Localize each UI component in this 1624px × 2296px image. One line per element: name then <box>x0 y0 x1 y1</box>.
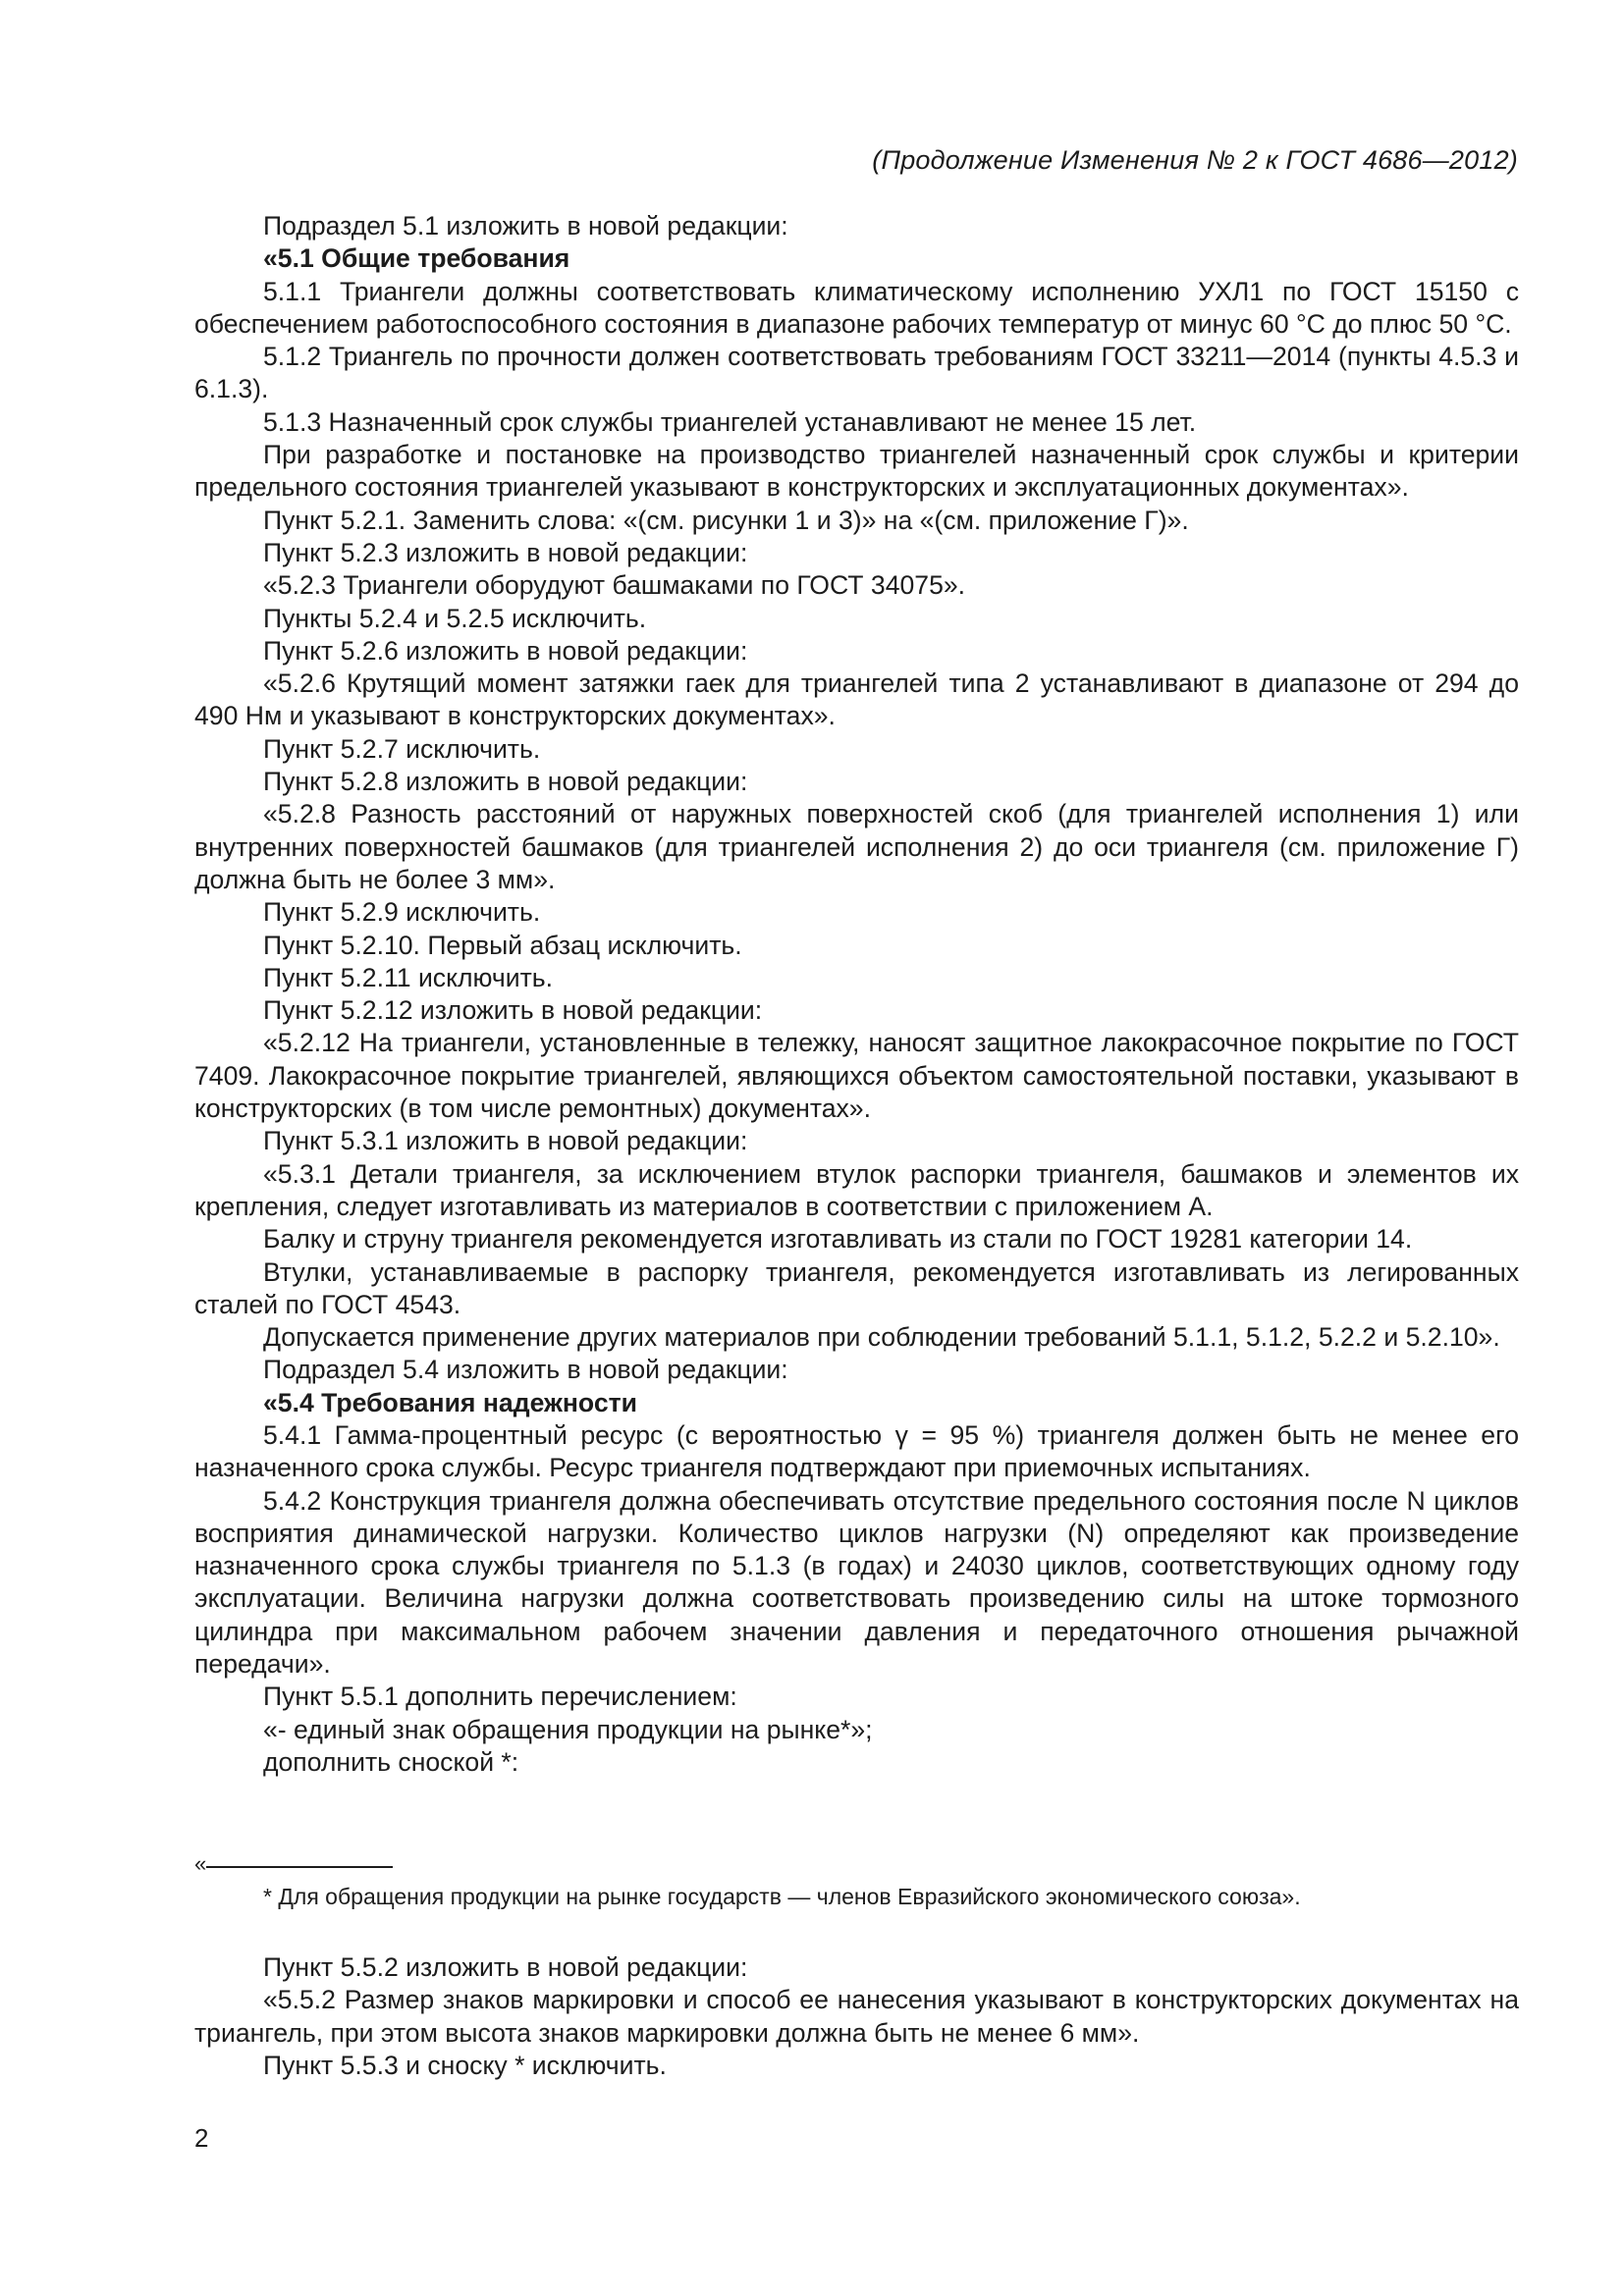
paragraph: Пункт 5.2.6 изложить в новой редакции: <box>263 635 748 666</box>
paragraph: «5.2.6 Крутящий момент затяжки гаек для триангелей типа 2 устанавливают в диапазоне от 294 до 490 Нм и указывают в конструкторских документах». <box>194 668 1519 731</box>
document-body-continued <box>194 1951 1519 2082</box>
paragraph: При разработке и постановке на производство триангелей назначенный срок службы и критерии предельного состояния триангелей указывают в конструкторских и эксплуатационных документах». <box>194 440 1519 503</box>
paragraph: «5.2.3 Триангели оборудуют башмаками по ГОСТ 34075». <box>263 570 966 601</box>
paragraph: Пункты 5.2.4 и 5.2.5 исключить. <box>263 603 647 633</box>
paragraph: «5.3.1 Детали триангеля, за исключением втулок распорки триангеля, башмаков и элементов их крепления, следует изготавливать из материалов в соответствии с приложением А. <box>194 1158 1519 1221</box>
paragraph: 5.4.1 Гамма-процентный ресурс (с вероятностью γ = 95 %) триангеля должен быть не менее его назначенного срока службы. Ресурс триангеля подтверждают при приемочных испытаниях. <box>194 1419 1519 1483</box>
paragraph: 5.1.3 Назначенный срок службы триангелей устанавливают не менее 15 лет. <box>263 406 1197 437</box>
footnote-quote-mark: « <box>194 1851 207 1876</box>
paragraph: Пункт 5.2.7 исключить. <box>263 733 541 764</box>
paragraph: Пункт 5.5.2 изложить в новой редакции: <box>263 1952 748 1982</box>
paragraph: 5.1.1 Триангели должны соответствовать климатическому исполнению УХЛ1 по ГОСТ 15150 с обеспечением работоспособного состояния в диапазоне рабочих температур от минус 60 °С до плюс 50 °С. <box>194 276 1519 339</box>
paragraph: Пункт 5.2.1. Заменить слова: «(см. рисунки 1 и 3)» на «(см. приложение Г)». <box>263 505 1189 535</box>
paragraph: Пункт 5.5.3 и сноску * исключить. <box>263 2050 667 2080</box>
paragraph: Подраздел 5.1 изложить в новой редакции: <box>263 211 788 240</box>
paragraph: Балку и струну триангеля рекомендуется изготавливать из стали по ГОСТ 19281 категории 14. <box>263 1224 1413 1255</box>
paragraph: Пункт 5.3.1 изложить в новой редакции: <box>263 1126 748 1156</box>
document-body <box>194 210 1519 1779</box>
paragraph: Пункт 5.5.1 дополнить перечислением: <box>263 1682 737 1712</box>
paragraph: Втулки, устанавливаемые в распорку триангеля, рекомендуется изготавливать из легированных сталей по ГОСТ 4543. <box>194 1256 1519 1319</box>
paragraph: «5.2.12 На триангели, установленные в тележку, наносят защитное лакокрасочное покрытие по ГОСТ 7409. Лакокрасочное покрытие триангелей, являющихся объектом самостоятельной поставки, указывают в конструкторских (в том числе ремонтных) документах». <box>194 1028 1519 1124</box>
section-heading-5-4: «5.4 Требования надежности <box>263 1387 637 1417</box>
paragraph: 5.1.2 Триангель по прочности должен соответствовать требованиям ГОСТ 33211—2014 (пункты 4.5.3 и 6.1.3). <box>194 342 1519 404</box>
paragraph: Пункт 5.2.3 изложить в новой редакции: <box>263 537 748 567</box>
paragraph: дополнить сноской *: <box>263 1746 519 1777</box>
footnote-separator <box>206 1866 393 1868</box>
paragraph: Пункт 5.2.10. Первый абзац исключить. <box>263 930 742 960</box>
paragraph: «- единый знак обращения продукции на рынке*»; <box>263 1714 873 1744</box>
paragraph: Пункт 5.2.8 изложить в новой редакции: <box>263 767 748 797</box>
footnote-text: * Для обращения продукции на рынке государств — членов Евразийского экономического союза». <box>263 1884 1301 1909</box>
running-header: (Продолжение Изменения № 2 к ГОСТ 4686—2012) <box>872 145 1518 175</box>
paragraph: Подраздел 5.4 изложить в новой редакции: <box>263 1355 788 1385</box>
paragraph: Пункт 5.2.11 исключить. <box>263 962 554 992</box>
paragraph: 5.4.2 Конструкция триангеля должна обеспечивать отсутствие предельного состояния после N циклов восприятия динамической нагрузки. Количество циклов нагрузки (N) определяют как произведение назначенного срока службы триангеля по 5.1.3 (в годах) и 24030 циклов, соответствующих одному году эксплуатации. Величина нагрузки должна соответствовать произведению силы на штоке тормозного цилиндра при максимальном рабочем значении давления и передаточного отношения рычажной передачи». <box>194 1485 1519 1680</box>
section-heading-5-1: «5.1 Общие требования <box>263 243 570 274</box>
paragraph: Пункт 5.2.9 исключить. <box>263 897 541 928</box>
paragraph: «5.2.8 Разность расстояний от наружных поверхностей скоб (для триангелей исполнения 1) или внутренних поверхностей башмаков (для триангелей исполнения 2) до оси триангеля (см. приложение Г) должна быть не более 3 мм». <box>194 799 1519 894</box>
paragraph: Пункт 5.2.12 изложить в новой редакции: <box>263 995 763 1026</box>
page-number: 2 <box>194 2123 209 2153</box>
paragraph: Допускается применение других материалов при соблюдении требований 5.1.1, 5.1.2, 5.2.2 и 5.2.10». <box>263 1322 1500 1353</box>
paragraph: «5.5.2 Размер знаков маркировки и способ ее нанесения указывают в конструкторских документах на триангель, при этом высота знаков маркировки должна быть не менее 6 мм». <box>194 1985 1519 2048</box>
